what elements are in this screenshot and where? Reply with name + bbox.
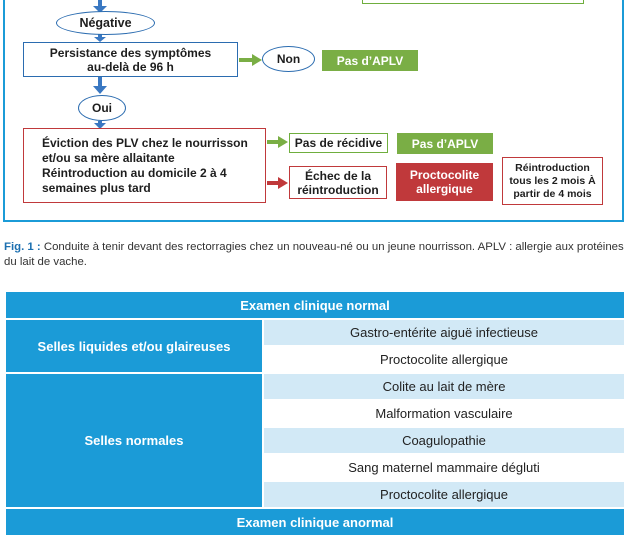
caption-prefix: Fig. 1 : (4, 241, 41, 253)
negative-label: Négative (79, 16, 132, 30)
diagnosis-table (4, 290, 626, 537)
table-header-abnormal: Examen clinique anormal (5, 508, 625, 536)
eviction-node (23, 128, 266, 203)
persistence-node (23, 42, 238, 77)
persistence-label: Persistance des symptômes au-delà de 96 h (49, 45, 212, 74)
table-row (5, 291, 625, 319)
reintroduction-node (502, 157, 603, 205)
non-label: Non (276, 52, 301, 66)
table-cell: Proctocolite allergique (263, 346, 625, 373)
non-node (262, 46, 315, 72)
table-cell: Colite au lait de mère (263, 373, 625, 400)
no-recurrence-node (289, 133, 388, 153)
table-header-normal: Examen clinique normal (5, 291, 625, 319)
reintroduction-label: Réintroduction tous les 2 mois À partir de 4 mois (509, 161, 596, 200)
caption-text: Conduite à tenir devant des rectorragies chez un nouveau-né ou un jeune nourrisson. APLV : allergie aux protéines du lait de vache. (4, 241, 624, 268)
failure-label: Échec de la réintroduction (297, 168, 379, 197)
oui-node (78, 95, 126, 121)
oui-label: Oui (92, 101, 112, 115)
table-cell: Coagulopathie (263, 427, 625, 454)
table-row (5, 508, 625, 536)
table-cell: Sang maternel mammaire dégluti (263, 454, 625, 481)
negative-node (56, 11, 155, 35)
proctocolitis-badge (396, 163, 493, 201)
no-aplv-badge-2 (397, 133, 493, 154)
failure-node (289, 166, 387, 199)
proctocolitis-label: Proctocolite allergique (409, 168, 480, 196)
table-row (5, 319, 625, 346)
table-cell: Proctocolite allergique (263, 481, 625, 508)
no-recurrence-label: Pas de récidive (294, 136, 383, 150)
no-aplv-label-1: Pas d’APLV (336, 53, 404, 68)
eviction-label: Éviction des PLV chez le nourrisson et/ou sa mère allaitante Réintroduction au domicile 2 à 4 semaines plus tard (42, 135, 248, 195)
table-cell: Gastro-entérite aiguë infectieuse (263, 319, 625, 346)
no-aplv-badge-1 (322, 50, 418, 71)
no-aplv-label-2: Pas d’APLV (411, 136, 479, 151)
table-cell: Malformation vasculaire (263, 400, 625, 427)
figure-caption (4, 240, 628, 270)
group-label-normal-stools: Selles normales (5, 373, 263, 508)
table-row (5, 373, 625, 400)
group-label-liquid-stools: Selles liquides et/ou glaireuses (5, 319, 263, 373)
